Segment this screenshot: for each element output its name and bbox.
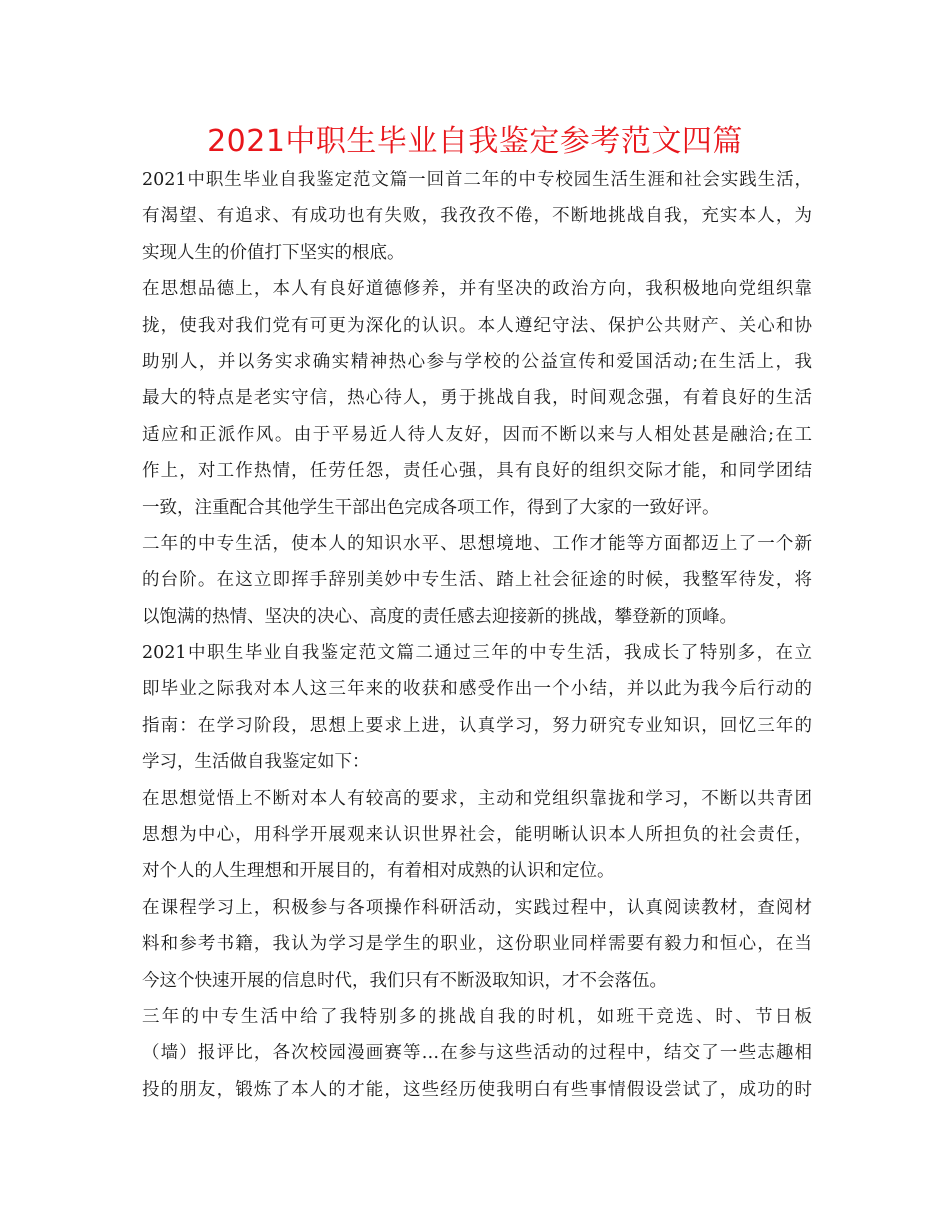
text-line: 学习，生活做自我鉴定如下：: [142, 752, 370, 773]
text-line: 的台阶。在这立即挥手辞别美妙中专生活、踏上社会征途的时候，我整军待发，将: [142, 570, 812, 591]
text-line: 即毕业之际我对本人这三年来的收获和感受作出一个小结，并以此为我今后行动的: [142, 679, 812, 700]
text-line: 以饱满的热情、坚决的决心、高度的责任感去迎接新的挑战，攀登新的顶峰。: [142, 606, 737, 627]
text-line: 料和参考书籍，我认为学习是学生的职业，这份职业同样需要有毅力和恒心，在当: [142, 934, 812, 955]
text-line: 有渴望、有追求、有成功也有失败，我孜孜不倦，不断地挑战自我，充实本人，为: [142, 206, 812, 227]
text-line: 最大的特点是老实守信，热心待人，勇于挑战自我，时间观念强，有着良好的生活: [142, 388, 812, 409]
text-line: 2021中职生毕业自我鉴定范文篇一回首二年的中专校园生活生涯和社会实践生活，: [142, 170, 812, 190]
text-line: 思想为中心，用科学开展观来认识世界社会，能明晰认识本人所担负的社会责任，: [142, 825, 812, 846]
text-line: 指南：在学习阶段，思想上要求上进，认真学习，努力研究专业知识，回忆三年的: [142, 715, 812, 736]
text-line: 2021中职生毕业自我鉴定范文篇二通过三年的中专生活，我成长了特别多，在立: [142, 643, 812, 664]
text-line: 实现人生的价值打下坚实的根底。: [142, 242, 405, 263]
text-line: 在思想品德上，本人有良好道德修养，并有坚决的政治方向，我积极地向党组织靠: [142, 279, 812, 300]
text-line: （墙）报评比，各次校园漫画赛等…在参与这些活动的过程中，结交了一些志趣相: [142, 1043, 812, 1064]
document-title: 2021中职生毕业自我鉴定参考范文四篇: [207, 124, 743, 159]
text-line: 一致，注重配合其他学生干部出色完成各项工作，得到了大家的一致好评。: [142, 497, 720, 518]
text-line: 在思想觉悟上不断对本人有较高的要求，主动和党组织靠拢和学习，不断以共青团: [142, 788, 812, 809]
text-line: 二年的中专生活，使本人的知识水平、思想境地、工作才能等方面都迈上了一个新: [142, 533, 812, 554]
document-body: [142, 162, 812, 1108]
text-line: 拢，使我对我们党有可更为深化的认识。本人遵纪守法、保护公共财产、关心和协: [142, 315, 812, 336]
text-line: 对个人的人生理想和开展目的，有着相对成熟的认识和定位。: [142, 861, 615, 882]
text-line: 今这个快速开展的信息时代，我们只有不断汲取知识，才不会落伍。: [142, 970, 667, 991]
text-line: 在课程学习上，积极参与各项操作科研活动，实践过程中，认真阅读教材，查阅材: [142, 897, 812, 918]
text-line: 助别人，并以务实求确实精神热心参与学校的公益宣传和爱国活动;在生活上，我: [142, 351, 812, 372]
text-line: 适应和正派作风。由于平易近人待人友好，因而不断以来与人相处甚是融洽;在工: [142, 424, 812, 445]
text-line: 三年的中专生活中给了我特别多的挑战自我的时机，如班干竞选、时、节日板: [142, 1006, 812, 1027]
text-line: 投的朋友，锻炼了本人的才能，这些经历使我明白有些事情假设尝试了，成功的时: [142, 1079, 812, 1100]
text-line: 作上，对工作热情，任劳任怨，责任心强，具有良好的组织交际才能，和同学团结: [142, 461, 812, 482]
